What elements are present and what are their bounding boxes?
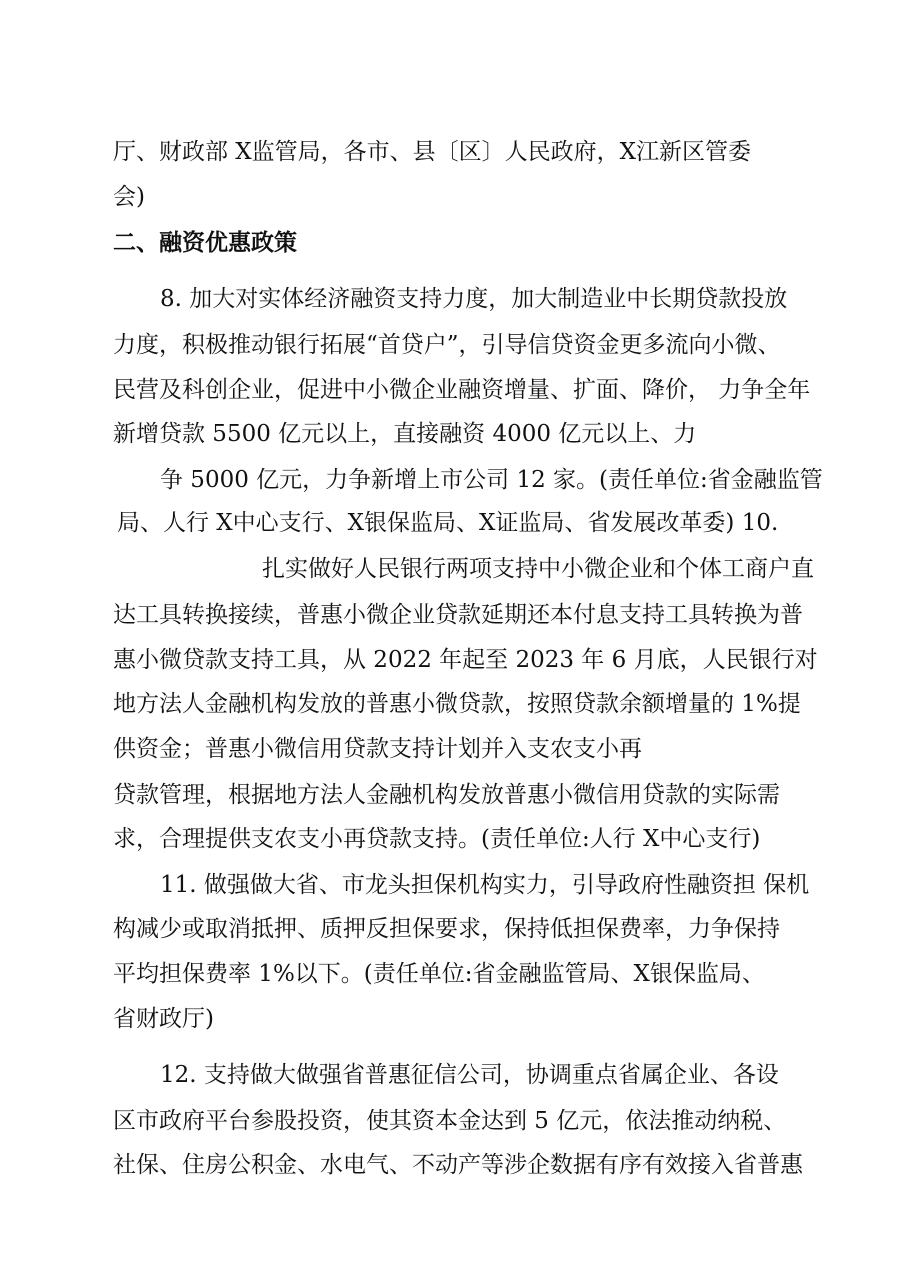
text-line: 争 5000 亿元，力争新增上市公司 12 家。(责任单位:省金融监管	[160, 467, 823, 493]
text-line: 构减少或取消抵押、质押反担保要求，保持低担保费率，力争保持	[113, 916, 780, 942]
text-line: 局、人行 X中心支行、X银保监局、X证监局、省发展改革委) 10.	[117, 510, 779, 536]
text-line: 惠小微贷款支持工具，从 2022 年起至 2023 年 6 月底，人民银行对	[113, 647, 818, 673]
text-line: 会)	[113, 184, 145, 210]
text-line: 8. 加大对实体经济融资支持力度，加大制造业中长期贷款投放	[160, 286, 788, 312]
text-line: 扎实做好人民银行两项支持中小微企业和个体工商户直	[262, 556, 814, 582]
text-line: 省财政厅)	[113, 1006, 214, 1032]
text-line: 达工具转换接续，普惠小微企业贷款延期还本付息支持工具转换为普	[113, 602, 803, 628]
text-line: 平均担保费率 1%以下。(责任单位:省金融监管局、X银保监局、	[113, 961, 765, 987]
text-line: 民营及科创企业，促进中小微企业融资增量、扩面、降价， 力争全年	[113, 377, 811, 403]
text-line: 力度，积极推动银行拓展“首贷户”，引导信贷资金更多流向小微、	[113, 332, 781, 358]
text-line: 12. 支持做大做强省普惠征信公司，协调重点省属企业、各设	[160, 1062, 779, 1088]
section-heading: 二、融资优惠政策	[113, 229, 297, 256]
text-line: 贷款管理，根据地方法人金融机构发放普惠小微信用贷款的实际需	[113, 782, 780, 808]
text-line: 新增贷款 5500 亿元以上，直接融资 4000 亿元以上、力	[113, 421, 697, 447]
text-line: 地方法人金融机构发放的普惠小微贷款，按照贷款余额增量的 1%提	[113, 691, 801, 717]
text-line: 11. 做强做大省、市龙头担保机构实力，引导政府性融资担 保机	[160, 872, 810, 898]
text-line: 求，合理提供支农支小再贷款支持。(责任单位:人行 X中心支行)	[113, 826, 761, 852]
text-line: 社保、住房公积金、水电气、不动产等涉企数据有序有效接入省普惠	[113, 1152, 803, 1178]
text-line: 区市政府平台参股投资，使其资本金达到 5 亿元，依法推动纳税、	[113, 1108, 787, 1134]
text-line: 供资金；普惠小微信用贷款支持计划并入支农支小再	[113, 736, 642, 762]
text-line: 厅、财政部 X监管局，各市、县〔区〕人民政府，X江新区管委	[113, 139, 752, 165]
